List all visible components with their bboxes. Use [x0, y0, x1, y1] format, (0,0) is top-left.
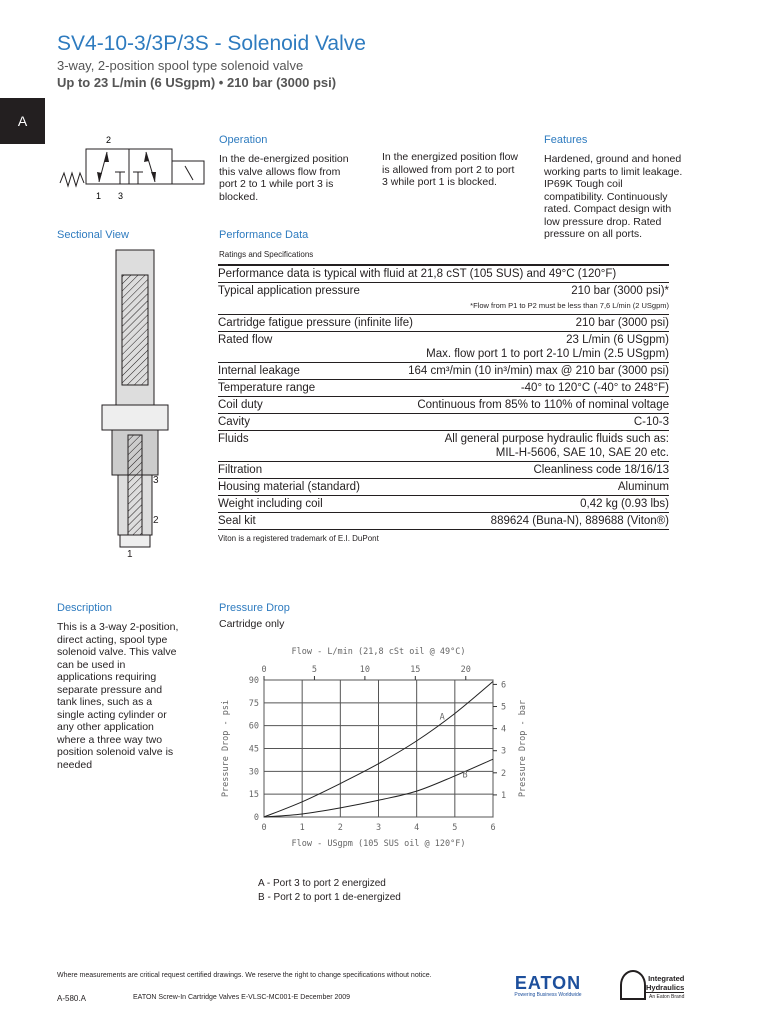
valve-symbol	[55, 128, 215, 204]
disclaimer: Where measurements are critical request certified drawings. We reserve the right to change specifications without notice.	[57, 972, 432, 979]
description-heading: Description	[57, 602, 113, 614]
table-row	[218, 431, 669, 462]
features-heading: Features	[544, 134, 588, 146]
y-tick-label: 15	[248, 790, 259, 801]
operation-heading: Operation	[219, 134, 268, 146]
x-tick-label: 0	[261, 823, 267, 833]
legend-b: B - Port 2 to port 1 de-energized	[258, 892, 401, 903]
x2-axis-title: Flow - L/min (21,8 cSt oil @ 49°C)	[291, 647, 466, 657]
intro-text: Performance data is typical with fluid at 21,8 cST (105 SUS) and 49°C (120°F)	[218, 268, 617, 280]
section-port-1-label: 1	[127, 549, 133, 560]
row-value: 0,42 kg (0.93 lbs)	[580, 498, 669, 510]
ih-logo-line-2: Hydraulics	[646, 983, 685, 992]
table-row	[218, 266, 669, 283]
x2-tick-label: 5	[311, 665, 318, 675]
row-label: Cavity	[218, 416, 250, 428]
y-tick-label: 75	[248, 698, 259, 709]
x-tick-label: 4	[414, 823, 420, 833]
y-tick-label: 60	[248, 721, 259, 732]
y-axis-title: Pressure Drop - psi	[221, 699, 231, 798]
y2-tick-label: 5	[501, 702, 507, 713]
row-value: C-10-3	[633, 416, 669, 428]
specifications-table	[218, 264, 669, 543]
y2-tick-label: 1	[501, 790, 507, 801]
row-value: 210 bar (3000 psi)	[575, 317, 669, 329]
y2-axis-title: Pressure Drop - bar	[518, 699, 528, 798]
row-value: All general purpose hydraulic fluids such as:	[444, 433, 669, 445]
section-port-2-label: 2	[153, 515, 159, 526]
row-value: Cleanliness code 18/16/13	[533, 464, 669, 476]
sectional-view-heading: Sectional View	[57, 229, 129, 241]
x-tick-label: 5	[452, 823, 458, 833]
x-tick-label: 2	[337, 823, 343, 833]
document-reference: EATON Screw-In Cartridge Valves E-VLSC-MC001-E December 2009	[133, 994, 351, 1001]
ratings-caption: Ratings and Specifications	[219, 250, 314, 259]
performance-heading: Performance Data	[219, 229, 309, 241]
table-row	[218, 414, 669, 431]
table-row	[218, 397, 669, 414]
row-value: Continuous from 85% to 110% of nominal voltage	[417, 399, 669, 411]
row-value: 164 cm³/min (10 in³/min) max @ 210 bar (3000 psi)	[408, 365, 669, 377]
row-label: Fluids	[218, 433, 249, 445]
legend-a: A - Port 3 to port 2 energized	[258, 878, 386, 889]
y2-tick-label: 4	[501, 724, 507, 735]
table-row	[218, 513, 669, 530]
subtitle: 3-way, 2-position spool type solenoid valve	[57, 58, 304, 73]
table-row	[218, 462, 669, 479]
row-label: Coil duty	[218, 399, 263, 411]
y-tick-label: 30	[248, 767, 259, 778]
row-value: Aluminum	[617, 481, 669, 493]
row-value: 210 bar (3000 psi)*	[571, 285, 669, 297]
eaton-logo	[510, 974, 586, 998]
features-text: Hardened, ground and honed working parts to limit leakage. IP69K Tough coil compatibility. Continuously rated. Compact design with low pressure drop. Rated pressure on all ports.	[544, 153, 683, 240]
row-value: 23 L/min (6 USgpm)	[566, 334, 669, 346]
eaton-logo-text: EATON	[514, 973, 582, 993]
port-1-label: 1	[96, 191, 102, 201]
x2-tick-label: 0	[261, 665, 267, 675]
y-tick-label: 0	[253, 813, 259, 823]
section-port-3-label: 3	[153, 475, 159, 486]
table-row	[218, 283, 669, 315]
row-label: Housing material (standard)	[218, 481, 360, 493]
integrated-hydraulics-logo	[646, 974, 684, 1002]
x-tick-label: 1	[299, 823, 305, 833]
row-value-2: Max. flow port 1 to port 2-10 L/min (2.5 USgpm)	[426, 348, 669, 360]
row-label: Seal kit	[218, 515, 256, 527]
table-row	[218, 479, 669, 496]
x2-tick-label: 20	[460, 665, 471, 675]
series-label-b: B	[462, 770, 468, 781]
operation-energized: In the energized position flow is allowed from port 2 to port 3 while port 1 is blocked.	[382, 151, 519, 188]
pressure-drop-subheading: Cartridge only	[219, 618, 285, 630]
row-label: Filtration	[218, 464, 263, 476]
page-number: A-580.A	[57, 994, 86, 1003]
pressure-drop-chart	[210, 640, 540, 860]
table-row	[218, 332, 669, 363]
row-label: Temperature range	[218, 382, 316, 394]
x-tick-label: 3	[375, 823, 382, 833]
viton-footnote: Viton is a registered trademark of E.I. DuPont	[218, 534, 379, 543]
description-text: This is a 3-way 2-position, direct acting, spool type solenoid valve. This valve can be used in applications requiring separate pressure and tank lines, such as a single acting cylinder or any other application where a three way two position solenoid valve is needed	[57, 621, 179, 771]
eaton-tagline: Powering Business Worldwide	[514, 992, 582, 998]
y-tick-label: 90	[248, 676, 259, 686]
row-value-2: MIL-H-5606, SAE 10, SAE 20 etc.	[495, 447, 669, 459]
sectional-view-drawing	[90, 245, 180, 560]
page-title: SV4-10-3/3P/3S - Solenoid Valve	[57, 32, 366, 55]
ih-logo-line-1: Integrated	[648, 974, 685, 983]
table-row	[218, 315, 669, 332]
ih-logo-line-3: An Eaton Brand	[649, 994, 685, 1000]
row-label: Internal leakage	[218, 365, 300, 377]
row-label: Weight including coil	[218, 498, 323, 510]
table-row	[218, 380, 669, 397]
y-tick-label: 45	[248, 744, 259, 755]
x-axis-title: Flow - USgpm (105 SUS oil @ 120°F)	[291, 839, 466, 849]
row-label: Typical application pressure	[218, 285, 360, 297]
row-value: 889624 (Buna-N), 889688 (Viton®)	[490, 515, 669, 527]
row-label: Rated flow	[218, 334, 273, 346]
row-value: -40° to 120°C (-40° to 248°F)	[520, 382, 669, 394]
x2-tick-label: 15	[410, 665, 421, 675]
section-tab: A	[0, 98, 45, 144]
operation-de-energized: In the de-energized position this valve allows flow from port 2 to 1 while port 3 is blocked.	[219, 153, 349, 203]
integrated-hydraulics-icon	[620, 970, 646, 1000]
row-label: Cartridge fatigue pressure (infinite life)	[218, 317, 413, 329]
x2-tick-label: 10	[359, 665, 371, 675]
y2-tick-label: 2	[501, 768, 507, 779]
x-tick-label: 6	[490, 823, 496, 833]
y2-tick-label: 3	[501, 746, 507, 757]
series-label-a: A	[439, 712, 445, 723]
rating-summary: Up to 23 L/min (6 USgpm) • 210 bar (3000 psi)	[57, 75, 337, 90]
table-row	[218, 363, 669, 380]
row-note: *Flow from P1 to P2 must be less than 7,6 L/min (2 USgpm)	[470, 301, 669, 310]
port-3-label: 3	[118, 191, 124, 201]
port-2-label: 2	[106, 135, 112, 145]
y2-tick-label: 6	[501, 680, 507, 691]
table-row	[218, 496, 669, 513]
pressure-drop-heading: Pressure Drop	[219, 602, 290, 614]
